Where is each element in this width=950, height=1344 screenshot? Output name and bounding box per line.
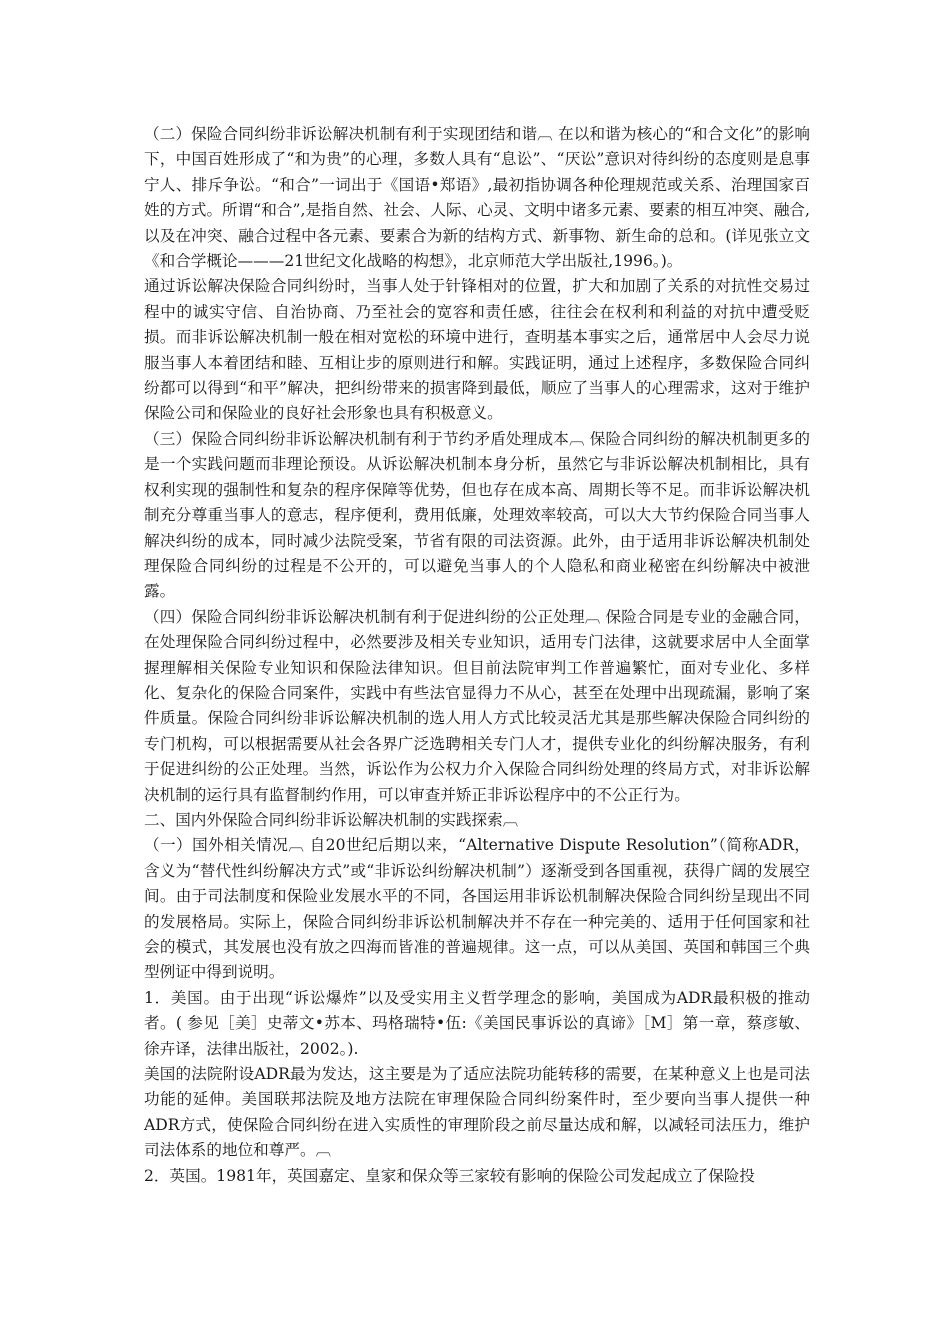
paragraph-uk-intro: 2．英国。1981年，英国嘉定、皇家和保众等三家较有影响的保险公司发起成立了保险投 [144, 1166, 755, 1185]
section-heading-practice: 二、国内外保险合同纠纷非诉讼解决机制的实践探索︹ [144, 810, 519, 829]
paragraph-harmony: （二）保险合同纠纷非诉讼解决机制有利于实现团结和谐︹ 在以和谐为核心的“和合文化”的影响下，中国百姓形成了“和为贵”的心理，多数人具有“息讼”、“厌讼”意识对待纠纷的态度则是息事宁人、排斥争讼。“和合”一词出于《国语•郑语》,最初指协调各种伦理规范或关系、治理国家百姓的方式。所谓“和合”,是指自然、社会、人际、心灵、文明中诸多元素、要素的相互冲突、融合,以及在冲突、融合过程中各元素、要素合为新的结构方式、新事物、新生命的总和。(详见张立文《和合学概论———21世纪文化战略的构想》，北京师范大学出版社,1996。)。 [144, 125, 810, 271]
paragraph-fairness: （四）保险合同纠纷非诉讼解决机制有利于促进纠纷的公正处理︹ 保险合同是专业的金融合同，在处理保险合同纠纷过程中，必然要涉及相关专业知识，适用专门法律，这就要求居中人全面掌握理解相关保险专业知识和保险法律知识。但目前法院审判工作普遍繁忙，面对专业化、多样化、复杂化的保险合同案件，实践中有些法官显得力不从心，甚至在处理中出现疏漏，影响了案件质量。保险合同纠纷非诉讼解决机制的选人用人方式比较灵活尤其是那些解决保险合同纠纷的专门机构，可以根据需要从社会各界广泛选聘相关专门人才，提供专业化的纠纷解决服务，有利于促进纠纷的公正处理。当然，诉讼作为公权力介入保险合同纠纷处理的终局方式，对非诉讼解决机制的运行具有监督制约作用，可以审查并矫正非诉讼程序中的不公正行为。 [144, 607, 810, 804]
paragraph-foreign-situation: （一）国外相关情况︹ 自20世纪后期以来，“Alternative Dispute Resolution”（简称ADR，含义为“替代性纠纷解决方式”或“非诉讼纠纷解决机制”）逐渐受到各国重视，获得广阔的发展空间。由于司法制度和保险业发展水平的不同，各国运用非诉讼机制解决保险合同纠纷呈现出不同的发展格局。实际上，保险合同纠纷非诉讼机制解决并不存在一种完美的、适用于任何国家和社会的模式，其发展也没有放之四海而皆准的普遍规律。这一点，可以从美国、英国和韩国三个典型例证中得到说明。 [144, 836, 810, 982]
document-body [144, 122, 810, 1189]
paragraph-usa-intro: 1．美国。由于出现“诉讼爆炸”以及受实用主义哲学理念的影响，美国成为ADR最积极的推动者。( 参见［美］史蒂文•苏本、玛格瑞特•伍:《美国民事诉讼的真谛》［M］第一章，蔡彦敏、徐卉译，法律出版社，2002。). [144, 988, 810, 1058]
paragraph-cost-saving: （三）保险合同纠纷非诉讼解决机制有利于节约矛盾处理成本︹ 保险合同纠纷的解决机制更多的是一个实践问题而非理论预设。从诉讼解决机制本身分析，虽然它与非诉讼解决机制相比，具有权利实现的强制性和复杂的程序保障等优势，但也存在成本高、周期长等不足。而非诉讼解决机制充分尊重当事人的意志，程序便利，费用低廉，处理效率较高，可以大大节约保险合同当事人解决纠纷的成本，同时减少法院受案，节省有限的司法资源。此外，由于适用非诉讼解决机制处理保险合同纠纷的过程是不公开的，可以避免当事人的个人隐私和商业秘密在纠纷解决中被泄露。 [144, 429, 810, 601]
paragraph-litigation-confrontation: 通过诉讼解决保险合同纠纷时，当事人处于针锋相对的位置，扩大和加剧了关系的对抗性交易过程中的诚实守信、自治协商、乃至社会的宽容和责任感，往往会在权利和利益的对抗中遭受贬损。而非诉讼解决机制一般在相对宽松的环境中进行，查明基本事实之后，通常居中人会尽力说服当事人本着团结和睦、互相让步的原则进行和解。实践证明，通过上述程序，多数保险合同纠纷都可以得到“和平”解决，把纠纷带来的损害降到最低，顺应了当事人的心理需求，这对于维护保险公司和保险业的良好社会形象也具有积极意义。 [144, 277, 810, 423]
paragraph-usa-court-adr: 美国的法院附设ADR最为发达，这主要是为了适应法院功能转移的需要，在某种意义上也是司法功能的延伸。美国联邦法院及地方法院在审理保险合同纠纷案件时，至少要向当事人提供一种ADR方式，使保险合同纠纷在进入实质性的审理阶段之前尽量达成和解，以减轻司法压力，维护司法体系的地位和尊严。︹ [144, 1065, 810, 1160]
